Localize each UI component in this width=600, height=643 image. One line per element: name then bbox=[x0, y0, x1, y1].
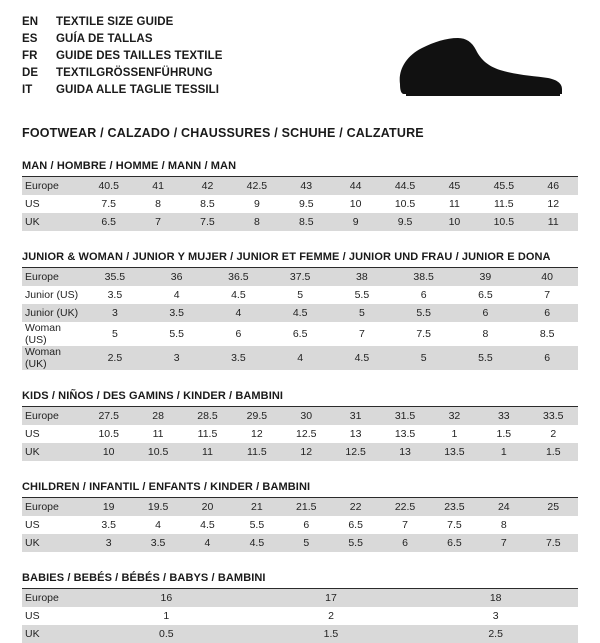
size-cell: 13 bbox=[380, 443, 429, 461]
row-label: US bbox=[22, 516, 84, 534]
size-cell: 9.5 bbox=[282, 195, 331, 213]
table-row bbox=[22, 268, 578, 286]
size-cell: 7.5 bbox=[393, 322, 455, 346]
row-label: Europe bbox=[22, 268, 84, 286]
size-cell: 33 bbox=[479, 407, 528, 425]
size-cell: 2 bbox=[529, 425, 578, 443]
size-cell: 44.5 bbox=[380, 177, 429, 195]
size-cell: 11.5 bbox=[232, 443, 281, 461]
size-cell: 38.5 bbox=[393, 268, 455, 286]
size-cell: 1 bbox=[84, 607, 249, 625]
size-cell: 32 bbox=[430, 407, 479, 425]
size-cell: 3 bbox=[84, 534, 133, 552]
language-row bbox=[22, 16, 223, 33]
size-cell: 4 bbox=[133, 516, 182, 534]
size-cell: 6 bbox=[516, 304, 578, 322]
size-cell: 8.5 bbox=[183, 195, 232, 213]
size-cell: 35.5 bbox=[84, 268, 146, 286]
size-cell: 13.5 bbox=[430, 443, 479, 461]
size-cell: 7.5 bbox=[183, 213, 232, 231]
size-cell: 5.5 bbox=[331, 286, 393, 304]
table-row bbox=[22, 322, 578, 346]
table-row bbox=[22, 625, 578, 643]
row-label: UK bbox=[22, 625, 84, 643]
size-cell: 46 bbox=[529, 177, 578, 195]
size-cell: 7 bbox=[331, 322, 393, 346]
table-row bbox=[22, 534, 578, 552]
size-cell: 12 bbox=[282, 443, 331, 461]
size-cell: 4 bbox=[146, 286, 208, 304]
row-label: US bbox=[22, 607, 84, 625]
size-cell: 3 bbox=[84, 304, 146, 322]
size-cell: 6.5 bbox=[269, 322, 331, 346]
size-cell: 10.5 bbox=[479, 213, 528, 231]
language-code: ES bbox=[22, 33, 38, 45]
size-cell: 31.5 bbox=[380, 407, 429, 425]
size-cell: 0.5 bbox=[84, 625, 249, 643]
size-cell: 1.5 bbox=[249, 625, 414, 643]
section-title: MAN / HOMBRE / HOMME / MANN / MAN bbox=[22, 160, 578, 177]
size-cell: 11 bbox=[529, 213, 578, 231]
row-label: Europe bbox=[22, 498, 84, 516]
size-cell: 11.5 bbox=[479, 195, 528, 213]
size-cell: 29.5 bbox=[232, 407, 281, 425]
size-cell: 40 bbox=[516, 268, 578, 286]
size-cell: 7 bbox=[516, 286, 578, 304]
size-cell: 36 bbox=[146, 268, 208, 286]
size-cell: 7 bbox=[380, 516, 429, 534]
size-cell: 6.5 bbox=[331, 516, 380, 534]
size-cell: 7.5 bbox=[84, 195, 133, 213]
size-cell: 5.5 bbox=[331, 534, 380, 552]
size-cell: 21.5 bbox=[282, 498, 331, 516]
size-cell: 1.5 bbox=[529, 443, 578, 461]
row-label: UK bbox=[22, 443, 84, 461]
size-cell: 10 bbox=[430, 213, 479, 231]
size-cell: 8 bbox=[232, 213, 281, 231]
size-cell: 3 bbox=[146, 346, 208, 370]
size-cell bbox=[529, 516, 578, 534]
size-cell: 10 bbox=[331, 195, 380, 213]
size-cell: 45 bbox=[430, 177, 479, 195]
size-cell: 6 bbox=[282, 516, 331, 534]
language-title: GUIDE DES TAILLES TEXTILE bbox=[56, 50, 223, 62]
table-row bbox=[22, 498, 578, 516]
size-cell: 21 bbox=[232, 498, 281, 516]
table-row bbox=[22, 195, 578, 213]
size-cell: 11 bbox=[133, 425, 182, 443]
size-cell: 28 bbox=[133, 407, 182, 425]
size-table bbox=[22, 498, 578, 552]
size-cell: 3.5 bbox=[84, 286, 146, 304]
size-cell: 37.5 bbox=[269, 268, 331, 286]
size-cell: 40.5 bbox=[84, 177, 133, 195]
size-cell: 6.5 bbox=[455, 286, 517, 304]
size-cell: 19.5 bbox=[133, 498, 182, 516]
size-cell: 7.5 bbox=[529, 534, 578, 552]
size-cell: 44 bbox=[331, 177, 380, 195]
row-label: US bbox=[22, 425, 84, 443]
size-cell: 5 bbox=[393, 346, 455, 370]
size-cell: 6 bbox=[455, 304, 517, 322]
size-section bbox=[22, 572, 578, 643]
size-cell: 6 bbox=[516, 346, 578, 370]
language-row bbox=[22, 67, 223, 84]
size-cell: 8.5 bbox=[516, 322, 578, 346]
size-cell: 5.5 bbox=[146, 322, 208, 346]
size-cell: 31 bbox=[331, 407, 380, 425]
size-cell: 12 bbox=[232, 425, 281, 443]
size-cell: 18 bbox=[413, 589, 578, 607]
row-label: US bbox=[22, 195, 84, 213]
row-label: UK bbox=[22, 534, 84, 552]
size-section bbox=[22, 481, 578, 552]
section-title: BABIES / BEBÉS / BÉBÉS / BABYS / BAMBINI bbox=[22, 572, 578, 589]
size-cell: 3.5 bbox=[208, 346, 270, 370]
size-cell: 42 bbox=[183, 177, 232, 195]
size-cell: 1.5 bbox=[479, 425, 528, 443]
size-table bbox=[22, 177, 578, 231]
language-row bbox=[22, 33, 223, 50]
table-row bbox=[22, 286, 578, 304]
size-cell: 2.5 bbox=[84, 346, 146, 370]
size-cell: 4.5 bbox=[331, 346, 393, 370]
size-cell: 33.5 bbox=[529, 407, 578, 425]
size-cell: 1 bbox=[430, 425, 479, 443]
size-cell: 10 bbox=[84, 443, 133, 461]
size-cell: 10.5 bbox=[380, 195, 429, 213]
table-row bbox=[22, 607, 578, 625]
size-cell: 17 bbox=[249, 589, 414, 607]
size-cell: 5.5 bbox=[393, 304, 455, 322]
language-title: GUIDA ALLE TAGLIE TESSILI bbox=[56, 84, 220, 96]
row-label: Europe bbox=[22, 589, 84, 607]
table-row bbox=[22, 516, 578, 534]
size-cell: 24 bbox=[479, 498, 528, 516]
size-cell: 10.5 bbox=[133, 443, 182, 461]
size-cell: 3 bbox=[413, 607, 578, 625]
size-section bbox=[22, 390, 578, 461]
size-cell: 23.5 bbox=[430, 498, 479, 516]
size-cell: 25 bbox=[529, 498, 578, 516]
size-table bbox=[22, 268, 578, 370]
size-cell: 5 bbox=[269, 286, 331, 304]
row-label: Junior (US) bbox=[22, 286, 84, 304]
size-cell: 13 bbox=[331, 425, 380, 443]
table-row bbox=[22, 177, 578, 195]
size-cell: 6 bbox=[208, 322, 270, 346]
row-label: Europe bbox=[22, 407, 84, 425]
row-label: Junior (UK) bbox=[22, 304, 84, 322]
language-code: EN bbox=[22, 16, 39, 28]
table-row bbox=[22, 443, 578, 461]
size-cell: 3.5 bbox=[133, 534, 182, 552]
size-cell: 5 bbox=[84, 322, 146, 346]
section-title: CHILDREN / INFANTIL / ENFANTS / KINDER / BAMBINI bbox=[22, 481, 578, 498]
size-cell: 8.5 bbox=[282, 213, 331, 231]
size-cell: 9 bbox=[331, 213, 380, 231]
size-cell: 7 bbox=[133, 213, 182, 231]
size-cell: 12.5 bbox=[331, 443, 380, 461]
language-title: GUÍA DE TALLAS bbox=[56, 33, 153, 45]
row-label: Woman (UK) bbox=[22, 346, 84, 370]
size-cell: 12.5 bbox=[282, 425, 331, 443]
size-cell: 43 bbox=[282, 177, 331, 195]
size-cell: 11 bbox=[183, 443, 232, 461]
language-title: TEXTILE SIZE GUIDE bbox=[56, 16, 174, 28]
size-cell: 39 bbox=[455, 268, 517, 286]
table-row bbox=[22, 346, 578, 370]
category-line: FOOTWEAR / CALZADO / CHAUSSURES / SCHUHE / CALZATURE bbox=[22, 126, 424, 140]
section-title: KIDS / NIÑOS / DES GAMINS / KINDER / BAMBINI bbox=[22, 390, 578, 407]
table-row bbox=[22, 407, 578, 425]
size-table bbox=[22, 589, 578, 643]
size-cell: 19 bbox=[84, 498, 133, 516]
size-cell: 45.5 bbox=[479, 177, 528, 195]
size-cell: 28.5 bbox=[183, 407, 232, 425]
size-cell: 2.5 bbox=[413, 625, 578, 643]
size-cell: 27.5 bbox=[84, 407, 133, 425]
size-cell: 11 bbox=[430, 195, 479, 213]
size-cell: 10.5 bbox=[84, 425, 133, 443]
size-cell: 1 bbox=[479, 443, 528, 461]
page-header bbox=[22, 16, 578, 112]
size-cell: 2 bbox=[249, 607, 414, 625]
size-cell: 22 bbox=[331, 498, 380, 516]
size-cell: 8 bbox=[133, 195, 182, 213]
language-row bbox=[22, 50, 223, 67]
size-cell: 11.5 bbox=[183, 425, 232, 443]
size-cell: 42.5 bbox=[232, 177, 281, 195]
size-cell: 13.5 bbox=[380, 425, 429, 443]
size-cell: 4.5 bbox=[232, 534, 281, 552]
table-row bbox=[22, 589, 578, 607]
size-cell: 6.5 bbox=[84, 213, 133, 231]
row-label: Woman (US) bbox=[22, 322, 84, 346]
size-cell: 8 bbox=[479, 516, 528, 534]
size-section bbox=[22, 251, 578, 370]
size-cell: 4 bbox=[183, 534, 232, 552]
size-cell: 38 bbox=[331, 268, 393, 286]
size-cell: 8 bbox=[455, 322, 517, 346]
size-cell: 16 bbox=[84, 589, 249, 607]
dress-shoe-icon bbox=[388, 26, 568, 106]
section-title: JUNIOR & WOMAN / JUNIOR Y MUJER / JUNIOR ET FEMME / JUNIOR UND FRAU / JUNIOR E DONA bbox=[22, 251, 578, 268]
size-cell: 9 bbox=[232, 195, 281, 213]
size-section bbox=[22, 160, 578, 231]
row-label: Europe bbox=[22, 177, 84, 195]
language-row bbox=[22, 84, 223, 101]
size-cell: 41 bbox=[133, 177, 182, 195]
size-cell: 6.5 bbox=[430, 534, 479, 552]
size-cell: 5 bbox=[282, 534, 331, 552]
size-cell: 4.5 bbox=[269, 304, 331, 322]
language-code: DE bbox=[22, 67, 39, 79]
size-cell: 36.5 bbox=[208, 268, 270, 286]
table-row bbox=[22, 213, 578, 231]
language-code: IT bbox=[22, 84, 33, 96]
size-cell: 3.5 bbox=[146, 304, 208, 322]
size-cell: 20 bbox=[183, 498, 232, 516]
size-cell: 5 bbox=[331, 304, 393, 322]
language-code: FR bbox=[22, 50, 38, 62]
language-title: TEXTILGRÖSSENFÜHRUNG bbox=[56, 67, 213, 79]
size-cell: 30 bbox=[282, 407, 331, 425]
size-cell: 4 bbox=[269, 346, 331, 370]
size-cell: 12 bbox=[529, 195, 578, 213]
size-cell: 5.5 bbox=[455, 346, 517, 370]
size-cell: 22.5 bbox=[380, 498, 429, 516]
table-row bbox=[22, 304, 578, 322]
size-cell: 9.5 bbox=[380, 213, 429, 231]
size-cell: 6 bbox=[380, 534, 429, 552]
size-table bbox=[22, 407, 578, 461]
table-row bbox=[22, 425, 578, 443]
size-tables bbox=[22, 160, 578, 643]
language-title-list bbox=[22, 16, 223, 101]
size-cell: 3.5 bbox=[84, 516, 133, 534]
size-cell: 6 bbox=[393, 286, 455, 304]
size-cell: 5.5 bbox=[232, 516, 281, 534]
size-cell: 7 bbox=[479, 534, 528, 552]
size-cell: 4.5 bbox=[208, 286, 270, 304]
row-label: UK bbox=[22, 213, 84, 231]
size-cell: 7.5 bbox=[430, 516, 479, 534]
size-cell: 4 bbox=[208, 304, 270, 322]
size-cell: 4.5 bbox=[183, 516, 232, 534]
